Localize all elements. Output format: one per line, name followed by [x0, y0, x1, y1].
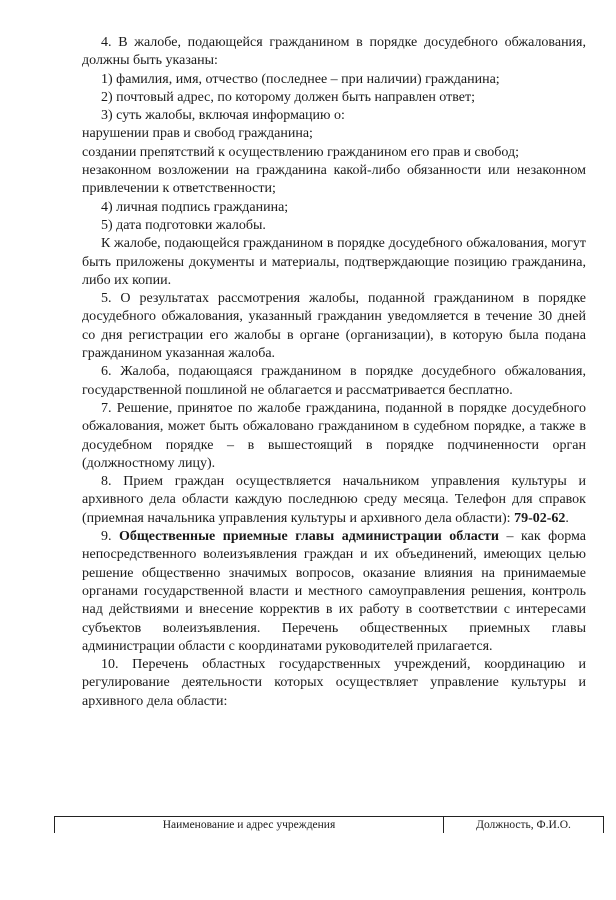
document-body: [82, 34, 586, 711]
paragraph-6: 6. Жалоба, подающаяся гражданином в порядке досудебного обжалования, государственной пошлиной не облагается и рассматривается бесплатно.: [82, 364, 586, 398]
institutions-table-header: [54, 816, 604, 833]
paragraph-4-intro: 4. В жалобе, подающейся гражданином в порядке досудебного обжалования, должны быть указаны:: [82, 35, 586, 69]
paragraph-9-number: 9.: [101, 529, 120, 545]
paragraph-4-attachments: К жалобе, подающейся гражданином в порядке досудебного обжалования, могут быть приложены документы и материалы, подтверждающие позицию гражданина, либо их копии.: [82, 236, 586, 288]
paragraph-8-text: 8. Прием граждан осуществляется начальником управления культуры и архивного дела области каждую последнюю среду месяца. Телефон для справок (приемная начальника управления культуры и архивного дела области):: [82, 474, 586, 526]
paragraph-7: 7. Решение, принятое по жалобе гражданина, поданной в порядке досудебного обжалования, может быть обжаловано гражданином в судебном порядке, а также в досудебном порядке – в вышестоящий в порядке подчиненности орган (должностному лицу).: [82, 400, 586, 471]
paragraph-9: [82, 528, 586, 656]
paragraph-8-end: .: [565, 510, 569, 526]
list-item-3-b: создании препятствий к осуществлению гражданином его прав и свобод;: [82, 144, 519, 160]
list-item-3-c: незаконном возложении на гражданина какой-либо обязанности или незаконном привлечении к ответственности;: [82, 163, 586, 197]
table-header-institution: Наименование и адрес учреждения: [55, 817, 444, 833]
list-item-3-a: нарушении прав и свобод гражданина;: [82, 126, 313, 142]
list-item-1: 1) фамилия, имя, отчество (последнее – при наличии) гражданина;: [101, 71, 500, 87]
table-header-position: Должность, Ф.И.О.: [476, 819, 571, 831]
list-item-2: 2) почтовый адрес, по которому должен быть направлен ответ;: [101, 89, 475, 105]
paragraph-9-term: Общественные приемные главы администрации области: [119, 529, 499, 545]
paragraph-8: [82, 473, 586, 528]
paragraph-10: 10. Перечень областных государственных учреждений, координацию и регулирование деятельности которых осуществляет управление культуры и архивного дела области:: [82, 657, 586, 709]
reception-phone: 79-02-62: [514, 510, 566, 526]
list-item-5: 5) дата подготовки жалобы.: [101, 217, 266, 233]
list-item-4: 4) личная подпись гражданина;: [101, 199, 289, 215]
list-item-3: 3) суть жалобы, включая информацию о:: [101, 108, 345, 124]
paragraph-9-text: – как форма непосредственного волеизъявления граждан и их объединений, имеющих целью решение общественно значимых вопросов, оказание влияния на принимаемые органами государственной власти и местного самоуправления решения, контроль над действиями и внесение корректив в их работу в соответствии с интересами субъектов волеизъявления. Перечень общественных приемных главы администрации области с координатами руководителей прилагается.: [82, 529, 586, 654]
paragraph-5: 5. О результатах рассмотрения жалобы, поданной гражданином в порядке досудебного обжалования, указанный гражданин уведомляется в течение 30 дней со дня регистрации его жалобы в органе (организации), в которую была подана гражданином указанная жалоба.: [82, 291, 586, 362]
